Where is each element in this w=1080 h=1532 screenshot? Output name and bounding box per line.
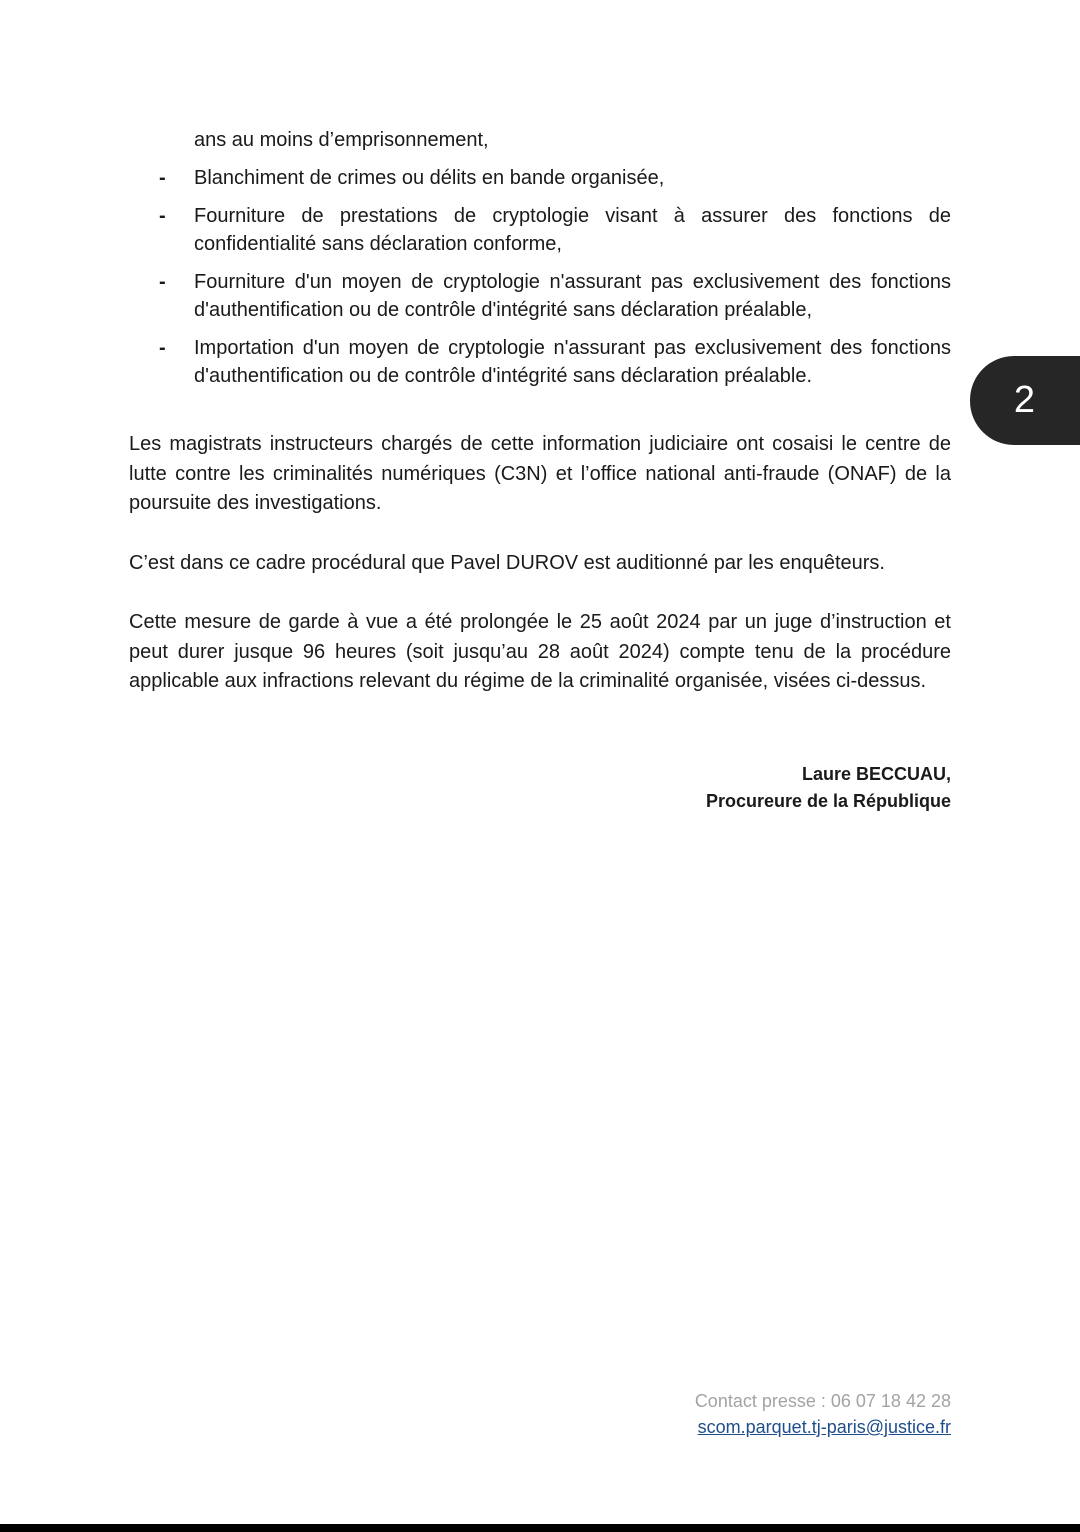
page-number-indicator — [970, 356, 1080, 445]
signature-title: Procureure de la République — [705, 790, 951, 811]
list-item — [129, 268, 951, 324]
press-email-link[interactable]: scom.parquet.tj-paris@justice.fr — [697, 1417, 951, 1437]
bullet-dash: - — [159, 167, 166, 189]
bullet-list — [129, 164, 951, 390]
list-item — [129, 164, 951, 192]
paragraph-investigators: Les magistrats instructeurs chargés de cette information judiciaire ont cosaisi le centre de lutte contre les criminalités numériques (C3N) et l’office national anti-fraude (ONAF) de la poursuite des investigations. — [129, 433, 951, 514]
page-number: 2 — [1013, 379, 1036, 421]
bullet-dash: - — [159, 337, 166, 359]
document-body — [129, 126, 951, 815]
list-item — [129, 202, 951, 258]
bullet-continuation-text: ans au moins d’emprisonnement, — [194, 129, 489, 151]
paragraph-custody-extension: Cette mesure de garde à vue a été prolongée le 25 août 2024 par un juge d’instruction et peut durer jusque 96 heures (soit jusqu’au 28 août 2024) compte tenu de la procédure applicable aux infractions relevant du régime de la criminalité organisée, visées ci-dessus. — [129, 611, 951, 692]
press-contact-footer — [695, 1388, 951, 1440]
list-item — [129, 334, 951, 390]
bullet-dash: - — [159, 205, 166, 227]
press-phone: Contact presse : 06 07 18 42 28 — [694, 1391, 951, 1411]
bullet-dash: - — [159, 271, 166, 293]
signature-name: Laure BECCUAU, — [801, 763, 951, 784]
paragraph-hearing: C’est dans ce cadre procédural que Pavel DUROV est auditionné par les enquêteurs. — [129, 551, 885, 574]
list-item-text: Blanchiment de crimes ou délits en bande organisée, — [194, 167, 665, 189]
list-item-text: Fourniture de prestations de cryptologie visant à assurer des fonctions de confidentialité sans déclaration conforme, — [194, 205, 951, 255]
list-item-text: Fourniture d'un moyen de cryptologie n'assurant pas exclusivement des fonctions d'authentification ou de contrôle d'intégrité sans déclaration préalable, — [194, 271, 951, 321]
bottom-edge-bar — [0, 1524, 1080, 1532]
list-item-text: Importation d'un moyen de cryptologie n'assurant pas exclusivement des fonctions d'authentification ou de contrôle d'intégrité sans déclaration préalable. — [194, 337, 951, 387]
signature-block — [129, 761, 951, 815]
